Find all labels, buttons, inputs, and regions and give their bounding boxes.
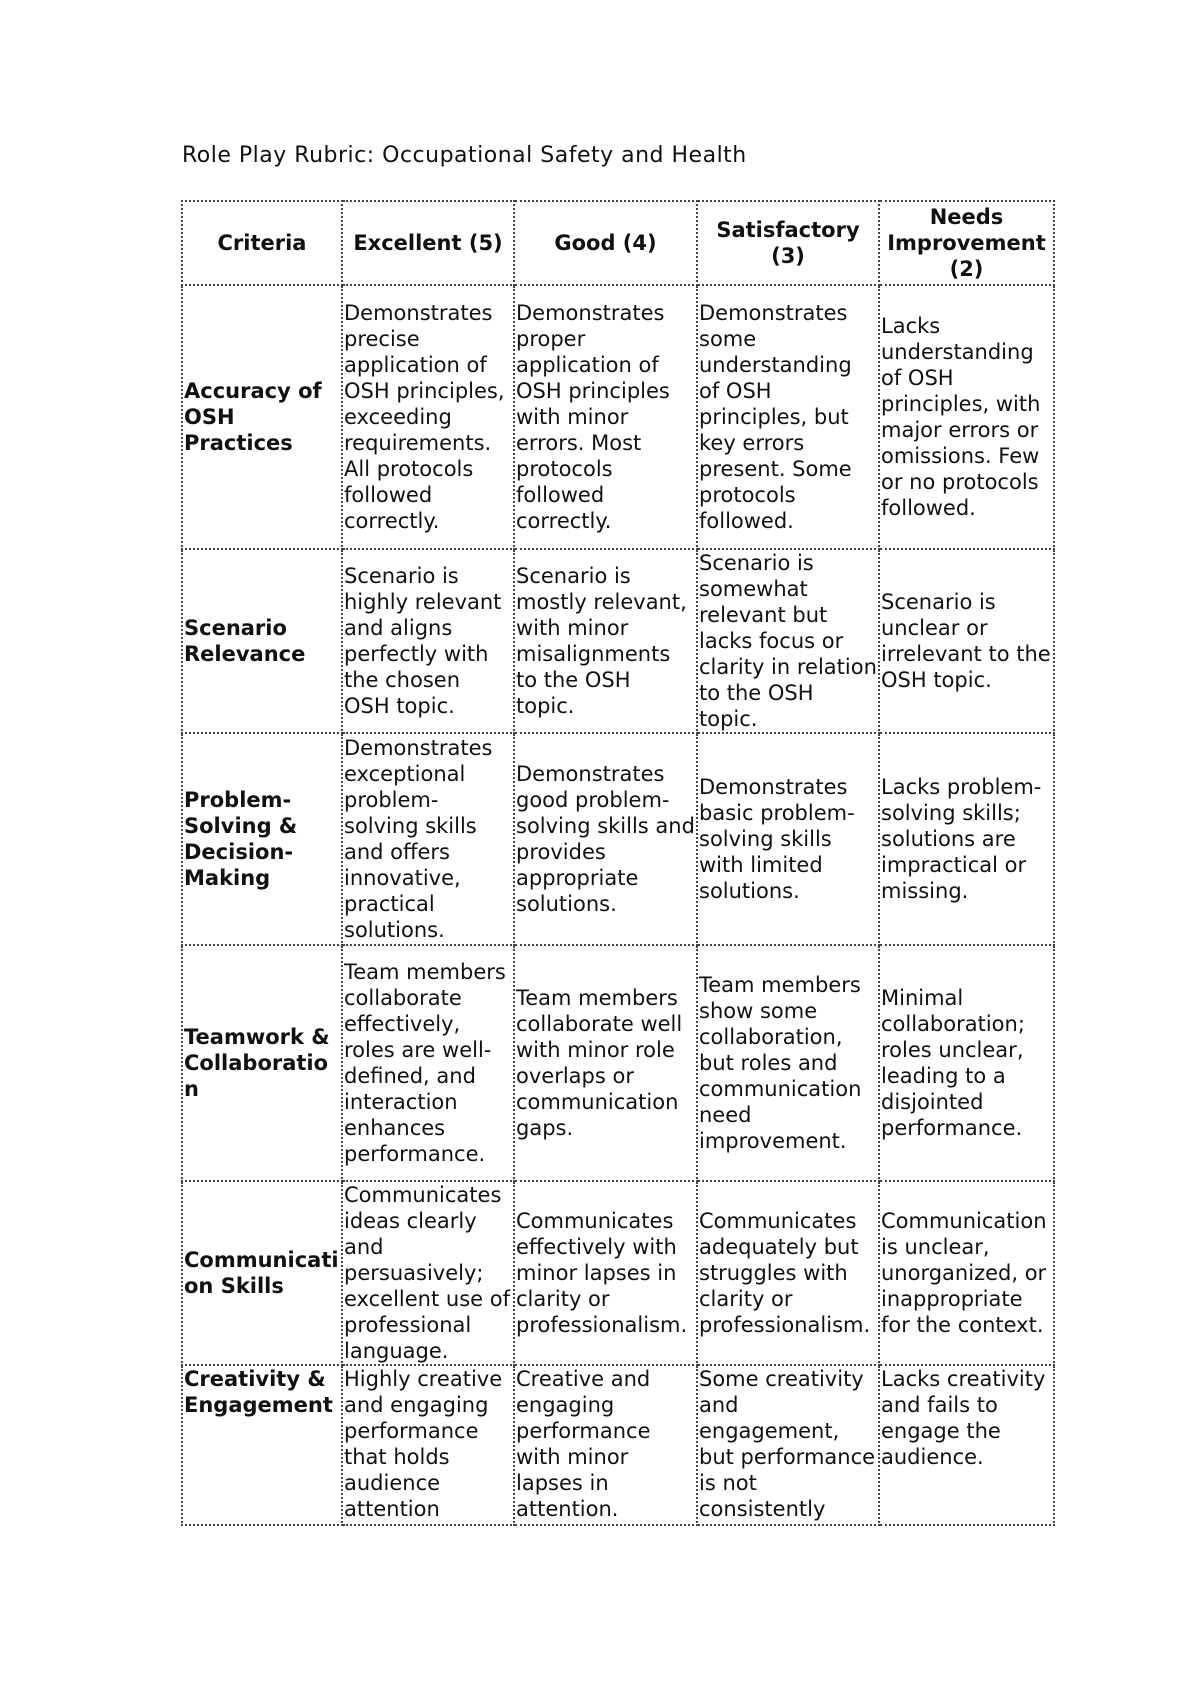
needs-improvement-cell: Lacks problem-solving skills; solutions are impractical or missing. xyxy=(879,733,1054,945)
criteria-cell: Communication Skills xyxy=(182,1181,342,1365)
needs-improvement-cell: Lacks creativity and fails to engage the audience. xyxy=(879,1365,1054,1525)
satisfactory-cell: Team members show some collaboration, but roles and communication need improvement. xyxy=(697,945,879,1181)
table-row xyxy=(182,945,1054,1181)
good-cell: Scenario is mostly relevant, with minor misalignments to the OSH topic. xyxy=(514,549,697,733)
criteria-cell: Teamwork & Collaboration xyxy=(182,945,342,1181)
table-row xyxy=(182,1365,1054,1525)
header-good: Good (4) xyxy=(514,201,697,285)
header-satisfactory: Satisfactory (3) xyxy=(697,201,879,285)
table-row xyxy=(182,1181,1054,1365)
good-cell: Demonstrates good problem-solving skills and provides appropriate solutions. xyxy=(514,733,697,945)
criteria-cell: Accuracy of OSH Practices xyxy=(182,285,342,549)
header-criteria: Criteria xyxy=(182,201,342,285)
header-excellent: Excellent (5) xyxy=(342,201,514,285)
satisfactory-cell: Communicates adequately but struggles with clarity or professionalism. xyxy=(697,1181,879,1365)
header-row xyxy=(182,201,1054,285)
excellent-cell: Scenario is highly relevant and aligns perfectly with the chosen OSH topic. xyxy=(342,549,514,733)
good-cell: Communicates effectively with minor lapses in clarity or professionalism. xyxy=(514,1181,697,1365)
good-cell: Creative and engaging performance with minor lapses in attention. xyxy=(514,1365,697,1525)
excellent-cell: Team members collaborate effectively, roles are well-defined, and interaction enhances performance. xyxy=(342,945,514,1181)
page-title: Role Play Rubric: Occupational Safety and Health xyxy=(182,143,747,168)
satisfactory-cell: Demonstrates basic problem-solving skills with limited solutions. xyxy=(697,733,879,945)
good-cell: Team members collaborate well with minor role overlaps or communication gaps. xyxy=(514,945,697,1181)
table-row xyxy=(182,733,1054,945)
excellent-cell: Communicates ideas clearly and persuasively; excellent use of professional language. xyxy=(342,1181,514,1365)
needs-improvement-cell: Lacks understanding of OSH principles, with major errors or omissions. Few or no protocols followed. xyxy=(879,285,1054,549)
excellent-cell: Demonstrates precise application of OSH principles, exceeding requirements. All protocols followed correctly. xyxy=(342,285,514,549)
table-row xyxy=(182,549,1054,733)
satisfactory-cell: Demonstrates some understanding of OSH principles, but key errors present. Some protocols followed. xyxy=(697,285,879,549)
satisfactory-cell: Scenario is somewhat relevant but lacks focus or clarity in relation to the OSH topic. xyxy=(697,549,879,733)
excellent-cell: Demonstrates exceptional problem-solving skills and offers innovative, practical solutions. xyxy=(342,733,514,945)
good-cell: Demonstrates proper application of OSH principles with minor errors. Most protocols followed correctly. xyxy=(514,285,697,549)
criteria-cell: Creativity & Engagement xyxy=(182,1365,342,1525)
satisfactory-cell: Some creativity and engagement, but performance is not consistently xyxy=(697,1365,879,1525)
needs-improvement-cell: Scenario is unclear or irrelevant to the OSH topic. xyxy=(879,549,1054,733)
needs-improvement-cell: Minimal collaboration; roles unclear, leading to a disjointed performance. xyxy=(879,945,1054,1181)
rubric-table xyxy=(181,200,1055,1526)
criteria-cell: Problem-Solving & Decision-Making xyxy=(182,733,342,945)
excellent-cell: Highly creative and engaging performance that holds audience attention xyxy=(342,1365,514,1525)
needs-improvement-cell: Communication is unclear, unorganized, or inappropriate for the context. xyxy=(879,1181,1054,1365)
header-needs-improvement: Needs Improvement (2) xyxy=(879,201,1054,285)
table-row xyxy=(182,285,1054,549)
criteria-cell: Scenario Relevance xyxy=(182,549,342,733)
